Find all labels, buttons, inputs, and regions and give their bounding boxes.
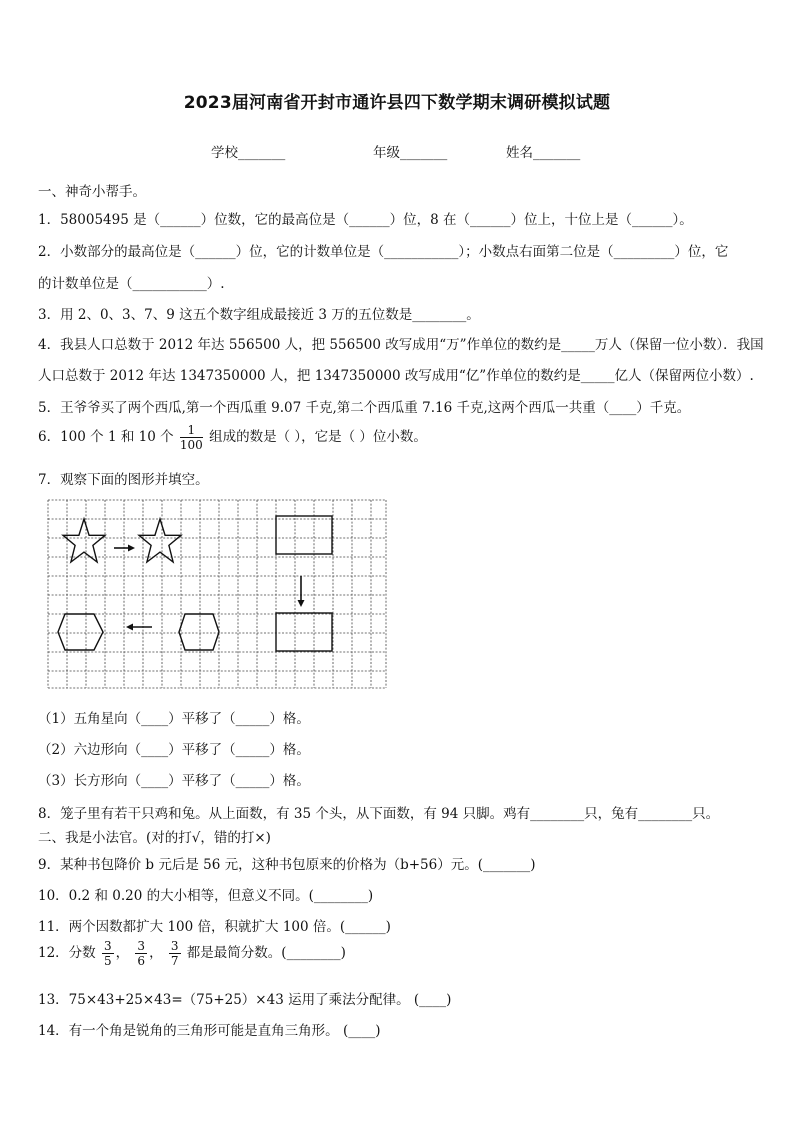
question-7-part-1: （1）五角星向（____）平移了（_____）格。 (38, 711, 310, 727)
star-shape-original (63, 519, 105, 562)
question-4-line-2: 人口总数于 2012 年达 1347350000 人，把 1347350000 改写成用“亿”作单位的数约是_____亿人（保留两位小数）. (38, 368, 754, 384)
school-field: 学校_______ (211, 145, 286, 161)
fraction-numerator: 3 (170, 939, 179, 953)
question-9: 9．某种书包降价 b 元后是 56 元，这种书包原来的价格为（b+56）元。(_______) (38, 857, 536, 873)
page-title: 2023届河南省开封市通许县四下数学期末调研模拟试题 (183, 93, 611, 113)
fraction-denominator: 6 (137, 954, 146, 968)
question-5: 5．王爷爷买了两个西瓜,第一个西瓜重 9.07 千克,第二个西瓜重 7.16 千克,这两个西瓜一共重（____）千克。 (38, 400, 691, 416)
question-3: 3．用 2、0、3、7、9 这五个数字组成最接近 3 万的五位数是________。 (38, 307, 480, 323)
question-11: 11．两个因数都扩大 100 倍，积就扩大 100 倍。(______) (38, 919, 391, 935)
question-1: 1．58005495 是（______）位数，它的最高位是（______）位，8 在（______）位上，十位上是（______）。 (38, 212, 693, 228)
question-2-line-1: 2．小数部分的最高位是（______）位，它的计数单位是（___________）；小数点右面第二位是（_________）位，它 (38, 244, 729, 260)
separator: ， (149, 945, 163, 961)
grid-lines (48, 500, 386, 688)
right-arrow-icon (114, 545, 135, 552)
question-10: 10．0.2 和 0.20 的大小相等，但意义不同。(________) (38, 888, 374, 904)
fraction-denominator: 5 (103, 954, 112, 968)
question-12-text-before: 12．分数 (38, 945, 96, 961)
question-2-line-2: 的计数单位是（___________）. (38, 276, 225, 292)
question-12-text-after: 都是最简分数。(________) (186, 945, 346, 961)
translation-grid-figure (44, 496, 390, 692)
fraction-denominator: 7 (170, 954, 179, 968)
question-6-text-after: 组成的数是（ ），它是（ ）位小数。 (209, 429, 427, 445)
hexagon-shape-translated (179, 614, 219, 650)
down-arrow-icon (298, 576, 305, 607)
grade-field: 年级_______ (373, 145, 448, 161)
question-8: 8．笼子里有若干只鸡和兔。从上面数，有 35 个头，从下面数，有 94 只脚。鸡有________只，兔有________只。 (38, 806, 720, 822)
name-field: 姓名_______ (506, 145, 581, 161)
question-7-part-3: （3）长方形向（____）平移了（_____）格。 (38, 773, 310, 789)
question-7: 7．观察下面的图形并填空。 (38, 472, 209, 488)
left-arrow-icon (126, 624, 152, 631)
fraction-denominator: 100 (179, 438, 203, 452)
section-1-heading: 一、神奇小帮手。 (38, 184, 146, 200)
question-12 (38, 940, 346, 967)
fraction-numerator: 3 (137, 939, 146, 953)
question-6-text-before: 6．100 个 1 和 10 个 (38, 429, 174, 445)
fraction-3-7 (169, 940, 181, 967)
hexagon-shape-original (58, 614, 103, 650)
rectangle-shape-translated (276, 613, 332, 651)
separator: ， (115, 945, 130, 961)
question-13: 13．75×43+25×43=（75+25）×43 运用了乘法分配律。 (____) (38, 992, 452, 1008)
fraction-numerator: 1 (180, 424, 203, 438)
question-14: 14．有一个角是锐角的三角形可能是直角三角形。 (____) (38, 1023, 381, 1039)
fraction-3-5 (102, 940, 114, 967)
question-6 (38, 424, 427, 451)
question-4-line-1: 4．我县人口总数于 2012 年达 556500 人，把 556500 改写成用“万”作单位的数约是_____万人（保留一位小数）．我国 (38, 337, 764, 353)
question-7-part-2: （2）六边形向（____）平移了（_____）格。 (38, 742, 310, 758)
fraction-3-6 (135, 940, 147, 967)
fraction-numerator: 3 (103, 939, 112, 953)
section-2-heading: 二、我是小法官。(对的打√，错的打×) (38, 830, 271, 846)
fraction-1-100 (180, 424, 203, 451)
star-shape-translated (139, 519, 181, 562)
rectangle-shape-original (276, 516, 332, 554)
